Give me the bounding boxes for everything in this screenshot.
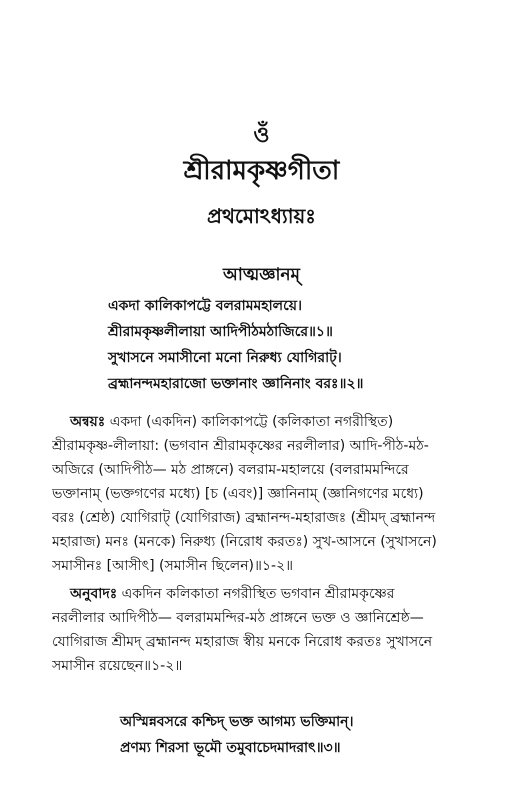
verse-line: শ্রীরামকৃষ্ণলীলায়া আদিপীঠমঠাজিরে॥১॥ bbox=[108, 324, 333, 340]
paragraph-line: সমাসীনঃ [আসীৎ] (সমাসীন ছিলেন)॥১-২॥ bbox=[52, 558, 294, 574]
book-title: শ্রীরামকৃষ্ণগীতা bbox=[183, 156, 340, 186]
paragraph-line: নরলীলার আদিপীঠ— বলরামমন্দির-মঠ প্রাঙ্গনে ভক্ত ও জ্ঞানিশ্রেষ্ঠ— bbox=[52, 610, 424, 626]
om-symbol: ওঁ bbox=[253, 123, 270, 148]
paragraph-line: একদিন কলিকাতা নগরীস্থিত ভগবান শ্রীরামকৃষ্ণের bbox=[117, 586, 395, 602]
anvaya-label: অন্বয়ঃ bbox=[70, 414, 106, 430]
verse-line: প্রণম্য শিরসা ভূমৌ তমুবাচেদমাদরাৎ॥৩॥ bbox=[120, 740, 341, 756]
paragraph-line: বরঃ (শ্রেষ্ঠ) যোগিরাট্ (যোগিরাজ) ব্রহ্মানন্দ-মহারাজঃ (শ্রীমদ্ ব্রহ্মানন্দ bbox=[52, 510, 436, 526]
paragraph-line: অজিরে (আদিপীঠ— মঠ প্রাঙ্গনে) বলরাম-মহালয়ে (বলরামমন্দিরে bbox=[52, 462, 409, 478]
anuvada-label: অনুবাদঃ bbox=[70, 586, 118, 602]
verse-line: ব্রহ্মানন্দমহারাজো ভক্তানাং জ্ঞানিনাং বরঃ॥২॥ bbox=[108, 376, 364, 392]
chapter-title: প্রথমোঽধ্যায়ঃ bbox=[207, 204, 316, 228]
paragraph-line: একদা (একদিন) কালিকাপট্টে (কলিকাতা নগরীস্থিত) bbox=[105, 414, 394, 430]
verse-line: সুখাসনে সমাসীনো মনো নিরুধ্য যোগিরাট্। bbox=[108, 350, 342, 366]
paragraph-line: ভক্তানাম্ (ভক্তগণের মধ্যে) [চ (এবং)] জ্ঞানিনাম্ (জ্ঞানিগণের মধ্যে) bbox=[52, 486, 424, 502]
paragraph-line: শ্রীরামকৃষ্ণ-লীলায়া: (ভগবান শ্রীরামকৃষ্ণের নরলীলার) আদি-পীঠ-মঠ- bbox=[52, 438, 429, 454]
verse-line: অস্মিন্নবসরে কশ্চিদ্ ভক্ত আগম্য ভক্তিমান্। bbox=[120, 714, 354, 730]
paragraph-line: যোগিরাজ শ্রীমদ্ ব্রহ্মানন্দ মহারাজ স্বীয় মনকে নিরোধ করতঃ সুখাসনে bbox=[52, 634, 433, 650]
section-title: আত্মজ্ঞানম্ bbox=[223, 265, 300, 285]
paragraph-line: সমাসীন রয়েছেন॥১-২॥ bbox=[52, 658, 183, 674]
anvaya-paragraph bbox=[52, 410, 480, 578]
paragraph-line: মহারাজ) মনঃ (মনকে) নিরুধ্য (নিরোধ করতঃ) সুখ-আসনে (সুখাসনে) bbox=[52, 534, 437, 550]
anuvada-paragraph bbox=[52, 582, 480, 678]
verse-line: একদা কালিকাপট্টে বলরামমহালয়ে। bbox=[108, 298, 302, 314]
